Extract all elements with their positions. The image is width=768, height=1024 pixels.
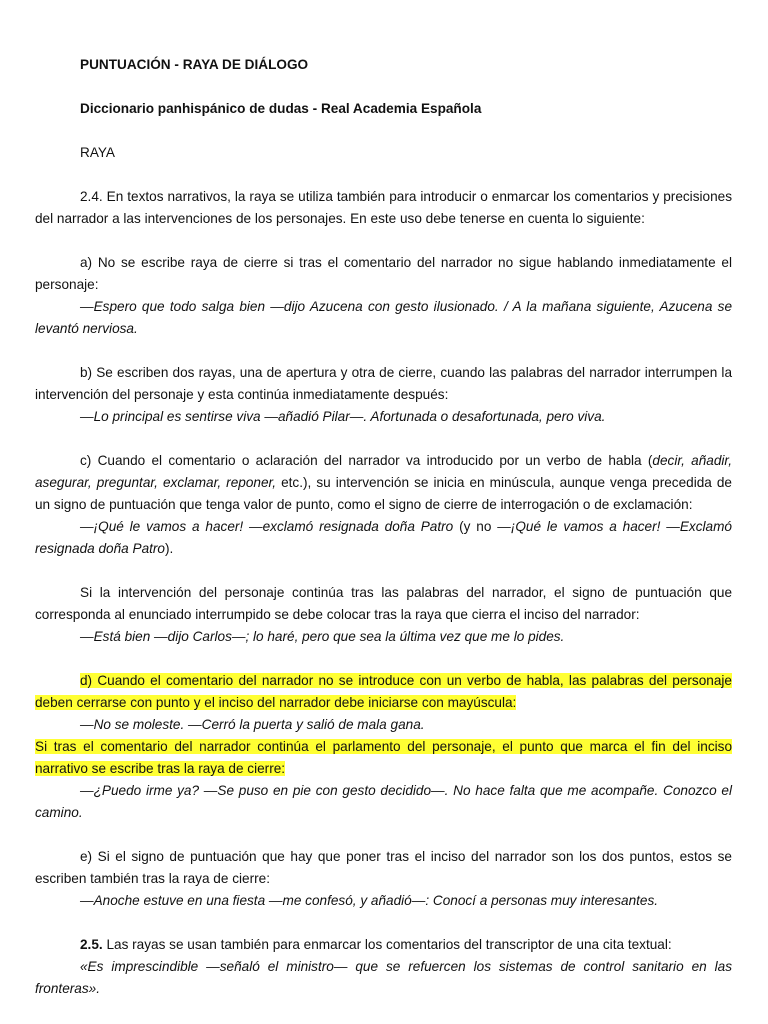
rule-d-continuation xyxy=(35,736,732,780)
section-heading: RAYA xyxy=(80,145,115,160)
rule-b: b) Se escriben dos rayas, una de apertura y otra de cierre, cuando las palabras del narrador interrumpen la intervención del personaje y esta continúa inmediatamente después: xyxy=(35,365,732,402)
paragraph-number: 2.5. xyxy=(80,937,103,952)
paragraph-text: Las rayas se usan también para enmarcar los comentarios del transcriptor de una cita textual: xyxy=(102,937,672,952)
example-c xyxy=(35,516,732,560)
example-text: —¡Qué le vamos a hacer! —Exclamó resignada doña Patro xyxy=(35,519,732,556)
example-text: —Está bien —dijo Carlos—; lo haré, pero que sea la última vez que me lo pides. xyxy=(80,629,565,644)
rule-text: etc.), su intervención se inicia en minúscula, aunque venga precedida de un signo de puntuación que tenga valor de punto, como el signo de cierre de interrogación o de exclamación: xyxy=(35,475,732,512)
example-note: ). xyxy=(165,541,174,556)
highlighted-text: d) Cuando el comentario del narrador no se introduce con un verbo de habla, las palabras del personaje deben cerrarse con punto y el inciso del narrador debe iniciarse con mayúscula: xyxy=(35,673,732,710)
rule-e: e) Si el signo de puntuación que hay que poner tras el inciso del narrador son los dos puntos, estos se escriben también tras la raya de cierre: xyxy=(35,849,732,886)
example-note: (y no xyxy=(453,519,498,534)
example-c-continuation xyxy=(35,626,732,648)
paragraph-2-5 xyxy=(35,934,732,956)
example-b xyxy=(35,406,732,428)
example-text: —Espero que todo salga bien —dijo Azucena con gesto ilusionado. / A la mañana siguiente, Azucena se levantó nerviosa. xyxy=(35,299,732,336)
example-d xyxy=(35,714,732,736)
rule-text: c) Cuando el comentario o aclaración del narrador va introducido por un verbo de habla ( xyxy=(80,453,653,468)
highlighted-text: Si tras el comentario del narrador continúa el parlamento del personaje, el punto que marca el fin del inciso narrativo se escribe tras la raya de cierre: xyxy=(35,739,732,776)
document-page xyxy=(35,54,732,1000)
example-a xyxy=(35,296,732,340)
example-text: —No se moleste. —Cerró la puerta y salió de mala gana. xyxy=(80,717,425,732)
example-e xyxy=(35,890,732,912)
example-text: —Anoche estuve en una fiesta —me confesó, y añadió—: Conocí a personas muy interesantes. xyxy=(80,893,659,908)
example-2-5 xyxy=(35,956,732,1000)
verb-list: decir, añadir, asegurar, preguntar, exclamar, reponer, xyxy=(35,453,732,490)
rule-d xyxy=(35,670,732,714)
paragraph-text: En textos narrativos, la raya se utiliza también para introducir o enmarcar los comentarios y precisiones del narrador a las intervenciones de los personajes. En este uso debe tenerse en cuenta lo siguiente: xyxy=(35,189,732,226)
rule-a: a) No se escribe raya de cierre si tras el comentario del narrador no sigue hablando inmediatamente el personaje: xyxy=(35,255,732,292)
paragraph-number: 2.4. xyxy=(80,189,103,204)
example-text: «Es imprescindible —señaló el ministro— que se refuercen los sistemas de control sanitario en las fronteras». xyxy=(35,959,732,996)
rule-c-continuation: Si la intervención del personaje continúa tras las palabras del narrador, el signo de puntuación que corresponda al enunciado interrumpido se debe colocar tras la raya que cierra el inciso del narrador: xyxy=(35,585,732,622)
rule-c xyxy=(35,450,732,516)
example-text: —Lo principal es sentirse viva —añadió Pilar—. Afortunada o desafortunada, pero viva. xyxy=(80,409,606,424)
paragraph-2-4 xyxy=(35,186,732,230)
example-text: —¡Qué le vamos a hacer! —exclamó resignada doña Patro xyxy=(80,519,454,534)
document-source: Diccionario panhispánico de dudas - Real Academia Española xyxy=(80,101,482,116)
document-title: PUNTUACIÓN - RAYA DE DIÁLOGO xyxy=(80,57,309,72)
example-text: —¿Puedo irme ya? —Se puso en pie con gesto decidido—. No hace falta que me acompañe. Conozco el camino. xyxy=(35,783,732,820)
example-d-continuation xyxy=(35,780,732,824)
